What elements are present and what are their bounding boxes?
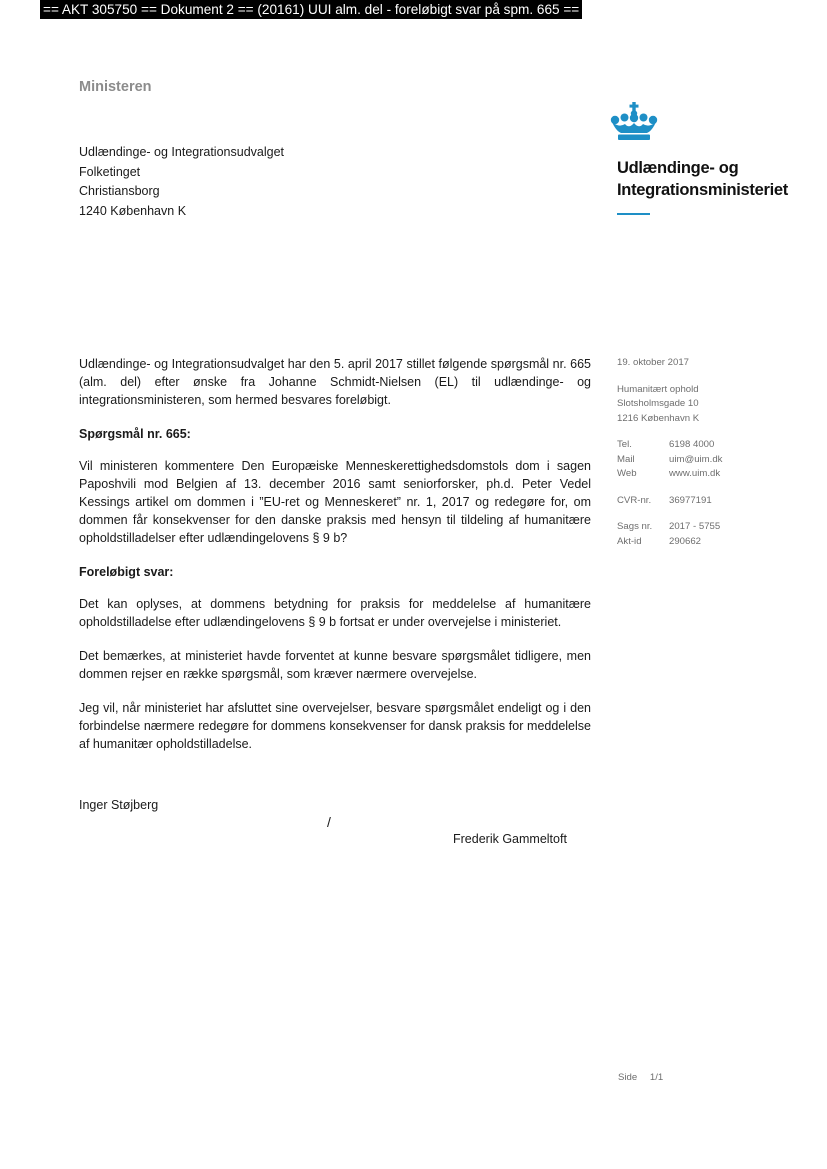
recipient-line-1: Udlændinge- og Integrationsudvalget [79, 145, 284, 159]
document-id-value: 290662 [669, 535, 702, 547]
question-paragraph: Vil ministeren kommentere Den Europæiske Menneskerettighedsdomstols dom i sagen Paposhvili mod Belgien af 13. december 2016 samt seniorforsker, ph.d. Peter Vedel Kessings artikel om dommen i ”EU-ret og Menneskeret” nr. 1, 2017 og redegøre for, om dommen får konsekvenser for den danske praksis med hensyn til tildeling af humanitære opholdstilladelser efter udlændingelovens § 9 b? [79, 459, 591, 545]
signature-separator: / [327, 814, 331, 830]
answer-heading: Foreløbigt svar: [79, 565, 174, 579]
page-number [618, 1072, 663, 1083]
crown-icon [609, 102, 659, 142]
ministry-logo-text [617, 157, 788, 201]
tel-label: Tel. [617, 439, 632, 450]
recipient-line-2: Folketinget [79, 164, 141, 179]
sidebar-info [617, 356, 722, 561]
contact-web-row [617, 467, 722, 482]
office-address [617, 383, 722, 427]
signature-minister: Inger Støjberg [79, 798, 159, 812]
signature-official: Frederik Gammeltoft [453, 832, 567, 846]
case-info [617, 520, 722, 549]
document-header-bar: == AKT 305750 == Dokument 2 == (20161) UUI alm. del - foreløbigt svar på spm. 665 == [40, 0, 582, 19]
case-number-row [617, 520, 722, 535]
office-city: 1216 København K [617, 412, 700, 424]
web-label: Web [617, 468, 637, 479]
document-id-label: Akt-id [617, 535, 642, 547]
tel-value: 6198 4000 [669, 439, 715, 450]
page-label: Side [618, 1072, 638, 1083]
case-number-label: Sags nr. [617, 521, 653, 532]
office-street: Slotsholmsgade 10 [617, 398, 699, 409]
intro-paragraph: Udlændinge- og Integrationsudvalget har den 5. april 2017 stillet følgende spørgsmål nr. 665 (alm. del) efter ønske fra Johanne Schmidt-Nielsen (EL) til udlændinge- og integrationsministeren, som hermed besvares foreløbigt. [79, 357, 591, 407]
cvr-label: CVR-nr. [617, 494, 652, 506]
cvr-value: 36977191 [669, 494, 712, 506]
logo-accent-line [617, 213, 650, 215]
recipient-line-3: Christiansborg [79, 184, 160, 198]
letter-date: 19. oktober 2017 [617, 357, 690, 368]
cvr-info [617, 494, 722, 509]
mail-value: uim@uim.dk [669, 453, 723, 465]
logo-line-2: Integrationsministeriet [617, 181, 788, 199]
answer-paragraph-3: Jeg vil, når ministeriet har afsluttet sine overvejelser, besvare spørgsmålet endeligt og i den forbindelse nærmere redegøre for dommens konsekvenser for dansk praksis for meddelelse af humanitær opholdstilladelse. [79, 701, 591, 751]
case-number-value: 2017 - 5755 [669, 521, 721, 532]
contact-tel-row [617, 438, 722, 453]
office-name: Humanitært ophold [617, 383, 699, 395]
sender-label: Ministeren [79, 79, 152, 95]
mail-label: Mail [617, 453, 635, 465]
contact-mail-row [617, 453, 722, 468]
letter-body [79, 355, 591, 769]
contact-info [617, 438, 722, 482]
answer-paragraph-2: Det bemærkes, at ministeriet havde forventet at kunne besvare spørgsmålet tidligere, men dommen rejser en række spørgsmål, som kræver nærmere overvejelse. [79, 649, 591, 681]
recipient-line-4: 1240 København K [79, 203, 187, 218]
logo-line-1: Udlændinge- og [617, 159, 739, 177]
cvr-row [617, 494, 722, 509]
question-heading: Spørgsmål nr. 665: [79, 427, 191, 441]
web-value: www.uim.dk [669, 468, 721, 479]
page-value: 1/1 [649, 1072, 664, 1083]
answer-paragraph-1: Det kan oplyses, at dommens betydning for praksis for meddelelse af humanitære opholdstilladelse efter udlændingelovens § 9 b fortsat er under overvejelse i ministeriet. [79, 597, 591, 629]
recipient-address [79, 143, 284, 221]
document-id-row [617, 535, 722, 550]
